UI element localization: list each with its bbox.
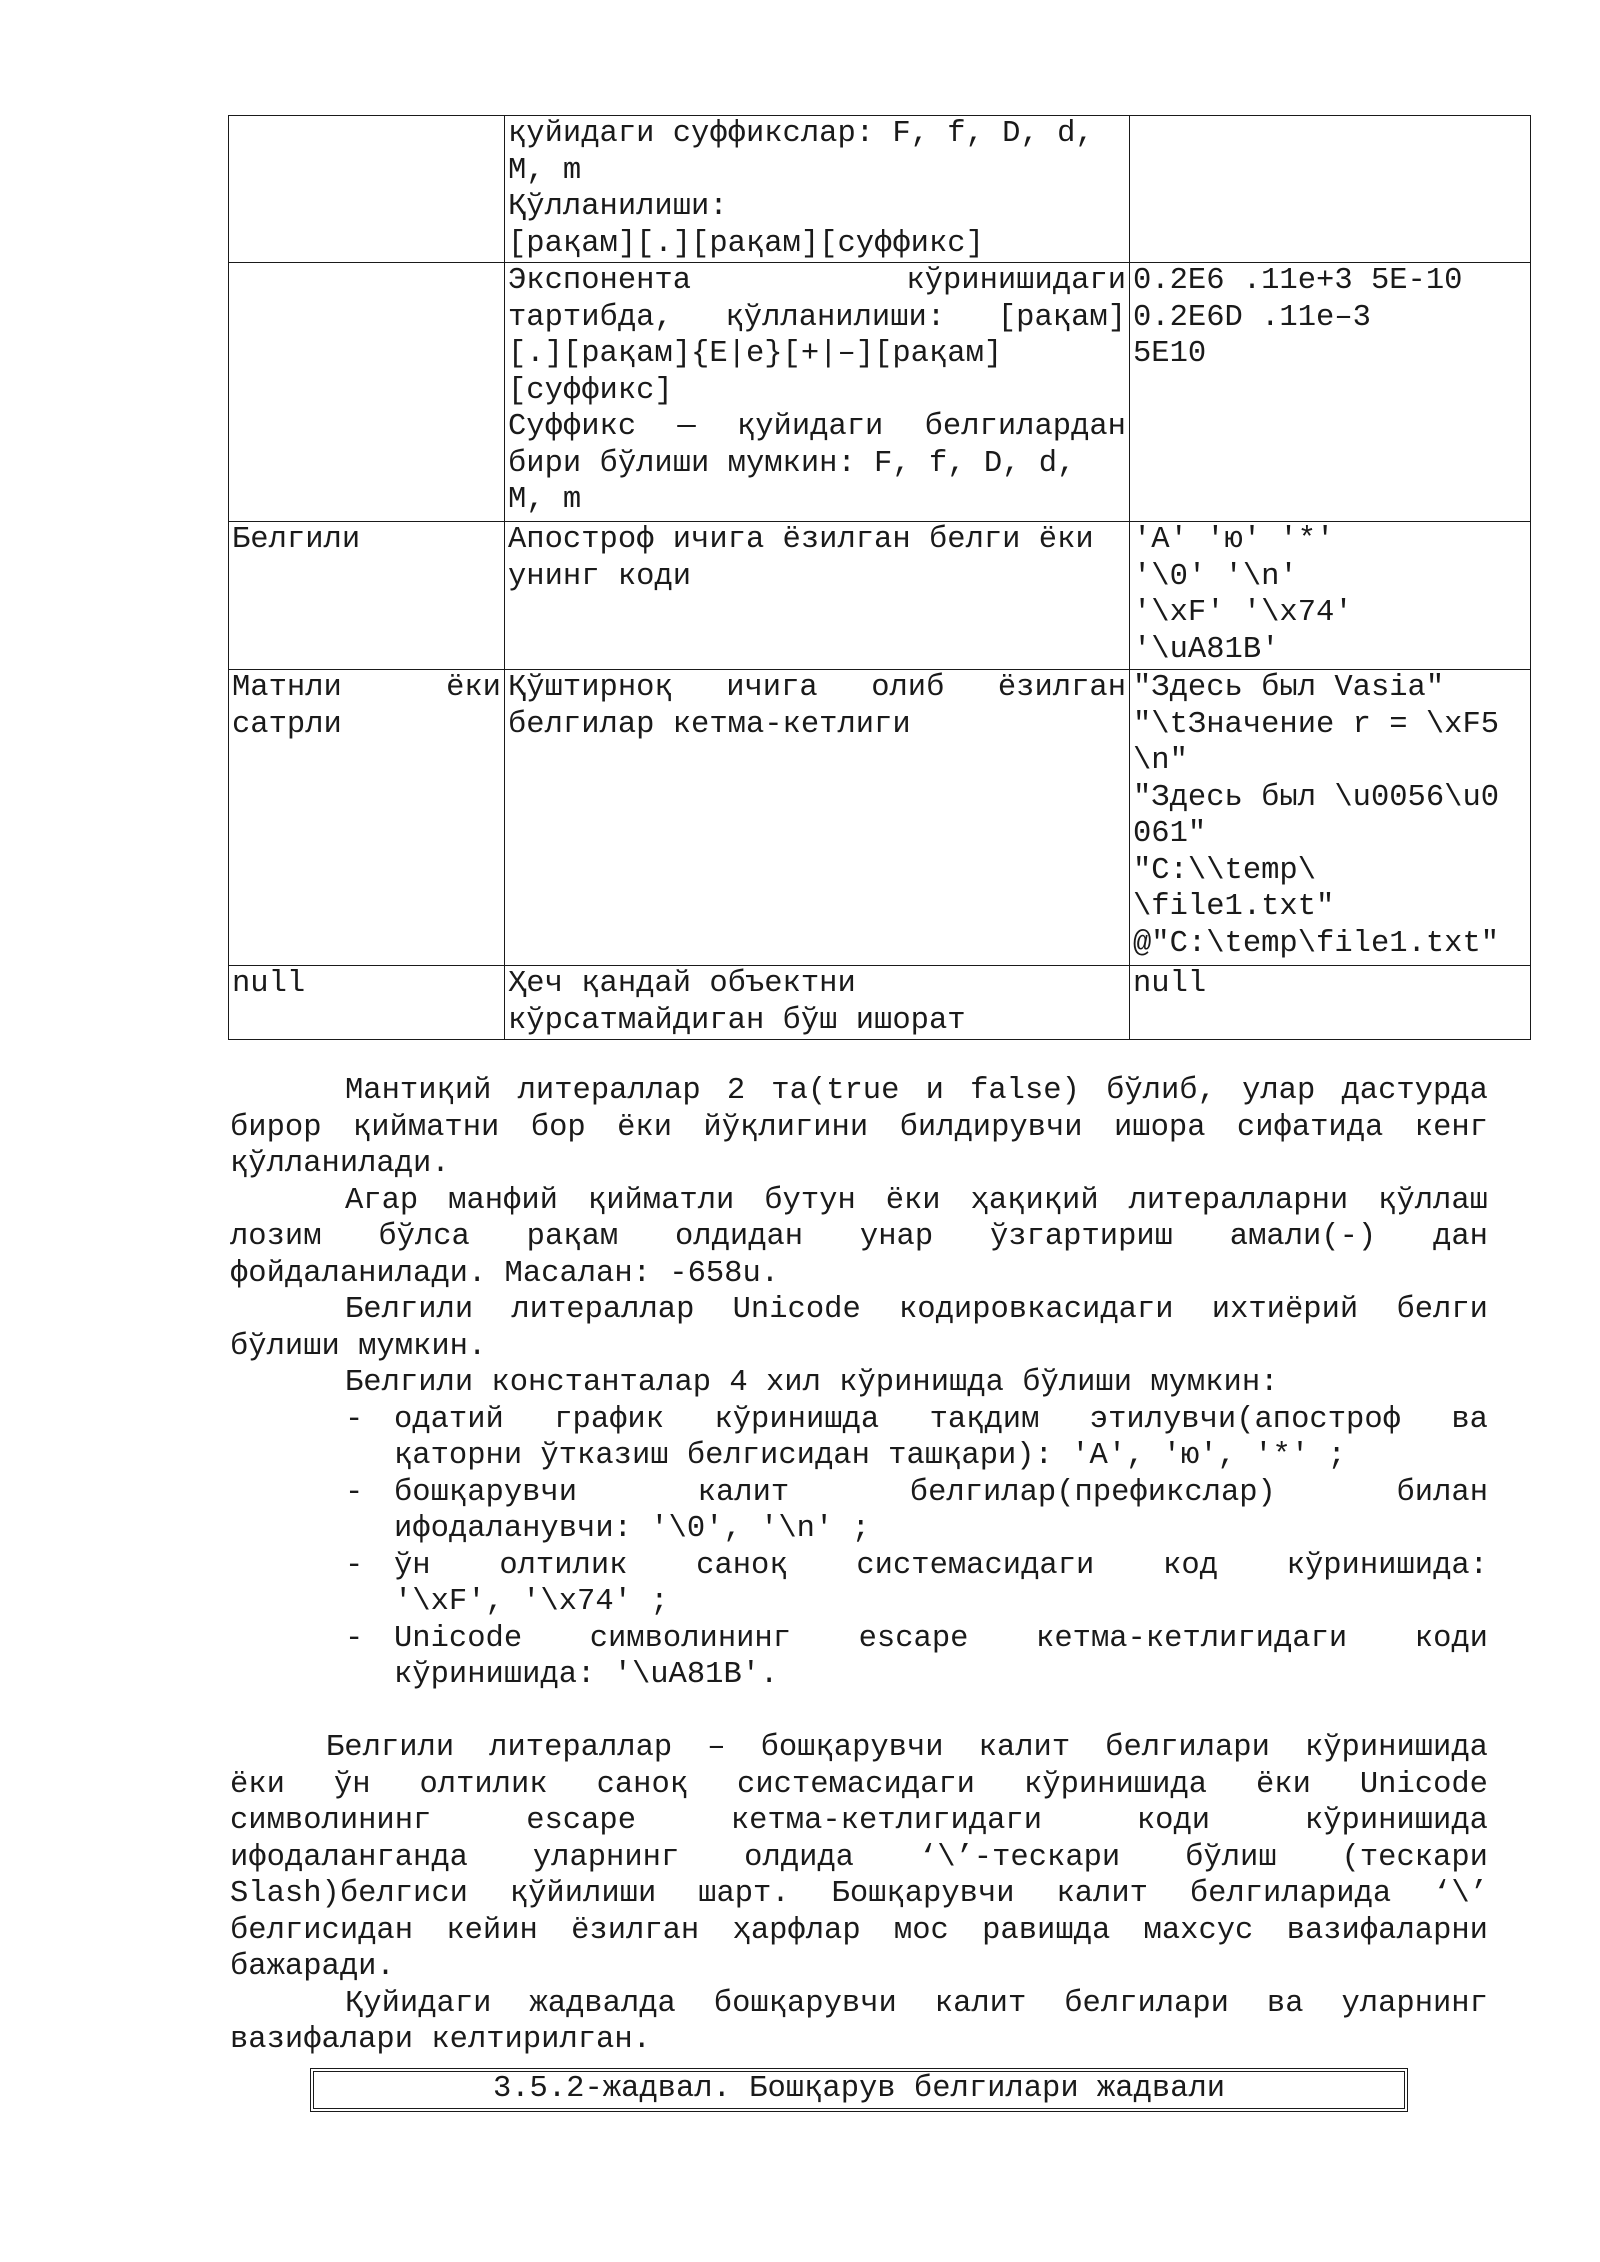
description-cell: Ҳеч қандай объектни кўрсатмайдиган бўш ишорат <box>505 966 1130 1040</box>
bullet-dash: - <box>345 1402 364 1437</box>
paragraph-unicode-literals: Белгили литераллар Unicode кодировкасидаги ихтиёрий белги бўлиши мумкин. <box>230 1293 1488 1364</box>
examples-cell <box>1130 116 1531 263</box>
blank-line <box>230 1694 1488 1731</box>
table-caption: 3.5.2-жадвал. Бошқарув белгилари жадвали <box>310 2068 1408 2112</box>
type-cell: Белгили <box>229 522 505 670</box>
description-cell: Қўштирноқ ичига олиб ёзилган белгилар кетма-кетлиги <box>505 670 1130 966</box>
list-item: - Unicode символининг escape кетма-кетлигидаги коди кўринишида: '\uA81B'. <box>345 1621 1488 1692</box>
bullet-dash: - <box>345 1621 364 1656</box>
examples-cell: 0.2E6 .11e+3 5E-10 0.2E6D .11e–3 5E10 <box>1130 263 1531 522</box>
literals-table <box>228 115 1531 1040</box>
description-cell: қуйидаги суффикслар: F, f, D, d, M, m Қўлланилиши: [рақам][.][рақам][суффикс] <box>505 116 1130 263</box>
description-cell: Экспонента кўринишидаги тартибда, қўлланилиши: [рақам] [.][рақам]{E|e}[+|–][рақам] [суффикс] Суффикс — қуйидаги белгилардан бири бўлиши мумкин: F, f, D, d, M, m <box>505 263 1130 522</box>
table-row <box>229 263 1531 522</box>
paragraph-escape-literals: Белгили литераллар – бошқарувчи калит белгилари кўринишида ёки ўн олтилик саноқ системасидаги кўринишида ёки Unicode символининг escape кетма-кетлигидаги коди кўринишида ифодаланганда уларнинг олдида ‘\’-тескари бўлиш (тескари Slash)белгиси қўйилиши шарт. Бошқарувчи калит белгиларида ‘\’ белгисидан кейин ёзилган ҳарфлар мос равишда махсус вазифаларни бажаради. <box>230 1731 1488 1984</box>
list-item: - ўн олтилик саноқ системасидаги код кўринишида: '\xF', '\x74' ; <box>345 1548 1488 1619</box>
table-row <box>229 670 1531 966</box>
examples-cell: 'A' 'ю' '*' '\0' '\n' '\xF' '\x74' '\uA81B' <box>1130 522 1531 670</box>
body-text <box>230 1073 1488 2059</box>
table-row <box>229 116 1531 263</box>
paragraph-char-constants: Белгили константалар 4 хил кўринишда бўлиши мумкин: <box>345 1366 1279 1400</box>
type-cell <box>229 116 505 263</box>
type-cell <box>229 263 505 522</box>
examples-cell: null <box>1130 966 1531 1040</box>
paragraph-logical-literals: Мантиқий литераллар 2 та(true и false) бўлиб, улар дастурда бирор қийматни бор ёки йўқлигини билдирувчи ишора сифатида кенг қўлланилади. <box>230 1074 1488 1181</box>
table-row <box>229 966 1531 1040</box>
paragraph-negative-literals: Агар манфий қийматли бутун ёки ҳақиқий литералларни қўллаш лозим бўлса рақам олдидан унар ўзгартириш амали(-) дан фойдаланилади. Масалан: -658u. <box>230 1183 1488 1291</box>
list-item: - одатий график кўринишда тақдим этилувчи(апостроф ва қаторни ўтказиш белгисидан ташқари): 'A', 'ю', '*' ; <box>345 1402 1488 1473</box>
type-cell: Матнли ёки сатрли <box>229 670 505 966</box>
paragraph-table-intro: Қуйидаги жадвалда бошқарувчи калит белгилари ва уларнинг вазифалари келтирилган. <box>230 1986 1488 2057</box>
type-cell: null <box>229 966 505 1040</box>
table-row <box>229 522 1531 670</box>
bullet-dash: - <box>345 1548 364 1583</box>
bullet-dash: - <box>345 1475 364 1510</box>
char-constants-list <box>230 1402 1488 1694</box>
examples-cell: "Здесь был Vasia" "\tЗначение r = \xF5 \n" "Здесь был \u0056\u0 061" "C:\\temp\ \file1.txt" @"C:\temp\file1.txt" <box>1130 670 1531 966</box>
list-item: - бошқарувчи калит белгилар(префикслар) билан ифодаланувчи: '\0', '\n' ; <box>345 1475 1488 1546</box>
description-cell: Апостроф ичига ёзилган белги ёки унинг коди <box>505 522 1130 670</box>
